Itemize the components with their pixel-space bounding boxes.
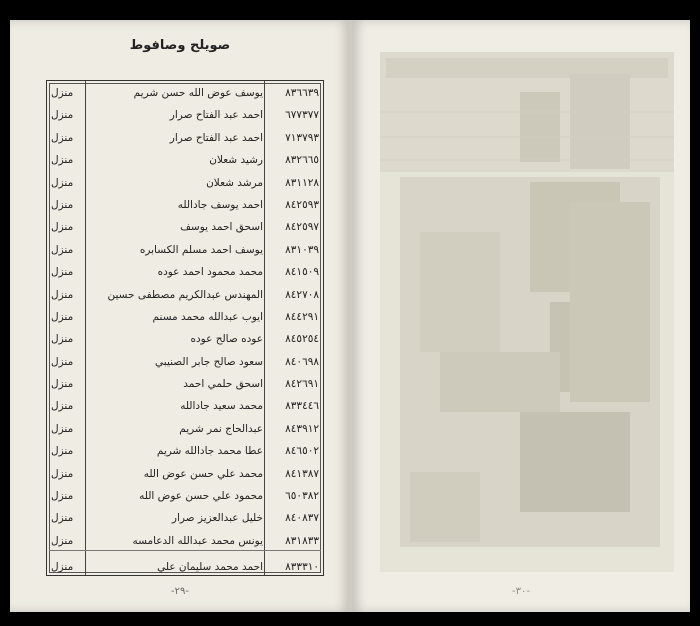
table-row	[47, 356, 323, 378]
phone-number: ٨٤٥٢٥٤	[285, 333, 319, 346]
phone-number: ٨٤١٥٠٩	[285, 266, 319, 279]
line-type: منزل	[51, 400, 74, 413]
table-row	[47, 400, 323, 422]
line-type: منزل	[51, 534, 74, 547]
phone-number: ٨٤٣٩١٢	[285, 422, 319, 435]
line-type: منزل	[51, 333, 74, 346]
table-rows	[47, 87, 323, 580]
subscriber-name: احمد محمد سليمان علي	[157, 561, 263, 574]
line-type: منزل	[51, 176, 74, 189]
subscriber-name: احمد عبد الفتاح صرار	[169, 131, 263, 144]
phone-number: ٨٤٦٥٠٢	[285, 445, 319, 458]
line-type: منزل	[51, 490, 74, 503]
line-type: منزل	[51, 87, 74, 99]
table-row	[47, 557, 323, 579]
table-row	[47, 289, 323, 311]
line-type: منزل	[51, 445, 74, 458]
line-type: منزل	[51, 198, 74, 211]
phone-number: ٦٥٠٣٨٢	[285, 490, 319, 503]
line-type: منزل	[51, 512, 74, 525]
line-type: منزل	[51, 154, 74, 167]
phone-number: ٧١٣٧٩٣	[285, 131, 319, 144]
subscriber-name: عطا محمد جادالله شريم	[156, 445, 263, 458]
table-row	[47, 199, 323, 221]
table-row	[47, 535, 323, 557]
subscriber-name: عبدالحاج نمر شريم	[179, 422, 263, 435]
subscriber-name: رشيد شعلان	[209, 154, 263, 167]
table-row	[47, 154, 323, 176]
table-row	[47, 468, 323, 490]
line-type: منزل	[51, 355, 74, 368]
table-row	[47, 221, 323, 243]
subscriber-name: يونس محمد عبدالله الدعامسه	[132, 534, 263, 547]
subscriber-name: يوسف عوض الله حسن شريم	[133, 87, 263, 99]
line-type: منزل	[51, 109, 74, 122]
phone-number: ٨٤٢٥٩٣	[285, 198, 319, 211]
line-type: منزل	[51, 243, 74, 256]
subscriber-name: يوسف احمد مسلم الكسابره	[139, 243, 263, 256]
phone-number: ٨٣١٨٣٣	[285, 534, 319, 547]
table-row	[47, 87, 323, 109]
table-row	[47, 109, 323, 131]
page-number-left: -٢٩-	[171, 586, 189, 597]
table-row	[47, 177, 323, 199]
table-row	[47, 333, 323, 355]
table-row	[47, 512, 323, 534]
table-row	[47, 132, 323, 154]
left-page	[10, 20, 350, 612]
page-number-right: -٣٠-	[512, 586, 530, 597]
subscriber-name: احمد عبد الفتاح صرار	[169, 109, 263, 122]
subscriber-name: محمود علي حسن عوض الله	[139, 490, 263, 503]
phone-number: ٨٣٦٦٣٩	[285, 87, 319, 99]
table-row	[47, 244, 323, 266]
line-type: منزل	[51, 266, 74, 279]
right-page	[352, 20, 690, 612]
subscriber-name: سعود صالح جابر الصنيبي	[155, 355, 263, 368]
table-row	[47, 311, 323, 333]
line-type: منزل	[51, 378, 74, 391]
subscriber-name: عوده صالح عوده	[190, 333, 263, 346]
phone-number: ٨٤٠٨٣٧	[285, 512, 319, 525]
phone-number: ٨٣١١٢٨	[285, 176, 319, 189]
subscriber-name: محمد علي حسن عوض الله	[143, 467, 263, 480]
phone-number: ٨٣١٠٣٩	[285, 243, 319, 256]
table-row	[47, 423, 323, 445]
bleed-through-image	[380, 52, 674, 572]
phone-number: ٨٤٢٧٠٨	[285, 288, 319, 301]
subscriber-name: المهندس عبدالكريم مصطفى حسين	[107, 288, 263, 301]
subscriber-name: اسحق احمد يوسف	[180, 221, 263, 234]
table-row	[47, 266, 323, 288]
phone-number: ٨٣٢٦٦٥	[285, 154, 319, 167]
subscriber-name: احمد يوسف جادالله	[177, 198, 263, 211]
phone-number: ٨٤٢٥٩٧	[285, 221, 319, 234]
subscriber-name: ايوب عبدالله محمد مسنم	[152, 310, 263, 323]
phone-number: ٨٤٠٦٩٨	[285, 355, 319, 368]
table-row	[47, 445, 323, 467]
line-type: منزل	[51, 561, 74, 574]
phone-number: ٨٤١٣٨٧	[285, 467, 319, 480]
page-title: صويلح وصافوط	[129, 38, 231, 53]
subscriber-name: محمد سعيد جادالله	[180, 400, 263, 413]
line-type: منزل	[51, 131, 74, 144]
subscriber-name: مرشد شعلان	[206, 176, 263, 189]
phone-number: ٨٤٢٦٩١	[285, 378, 319, 391]
line-type: منزل	[51, 310, 74, 323]
table-row	[47, 490, 323, 512]
subscriber-name: خليل عبدالعزيز صرار	[171, 512, 263, 525]
subscriber-name: محمد محمود احمد عوده	[157, 266, 263, 279]
phone-number: ٨٣٣٤٤٦	[285, 400, 319, 413]
line-type: منزل	[51, 221, 74, 234]
directory-table	[46, 80, 324, 576]
table-row	[47, 378, 323, 400]
phone-number: ٨٣٣٣١٠	[285, 561, 319, 574]
line-type: منزل	[51, 467, 74, 480]
line-type: منزل	[51, 288, 74, 301]
phone-number: ٦٧٧٣٧٧	[285, 109, 319, 122]
subscriber-name: اسحق حلمي احمد	[183, 378, 263, 391]
phone-number: ٨٤٤٢٩١	[285, 310, 319, 323]
line-type: منزل	[51, 422, 74, 435]
